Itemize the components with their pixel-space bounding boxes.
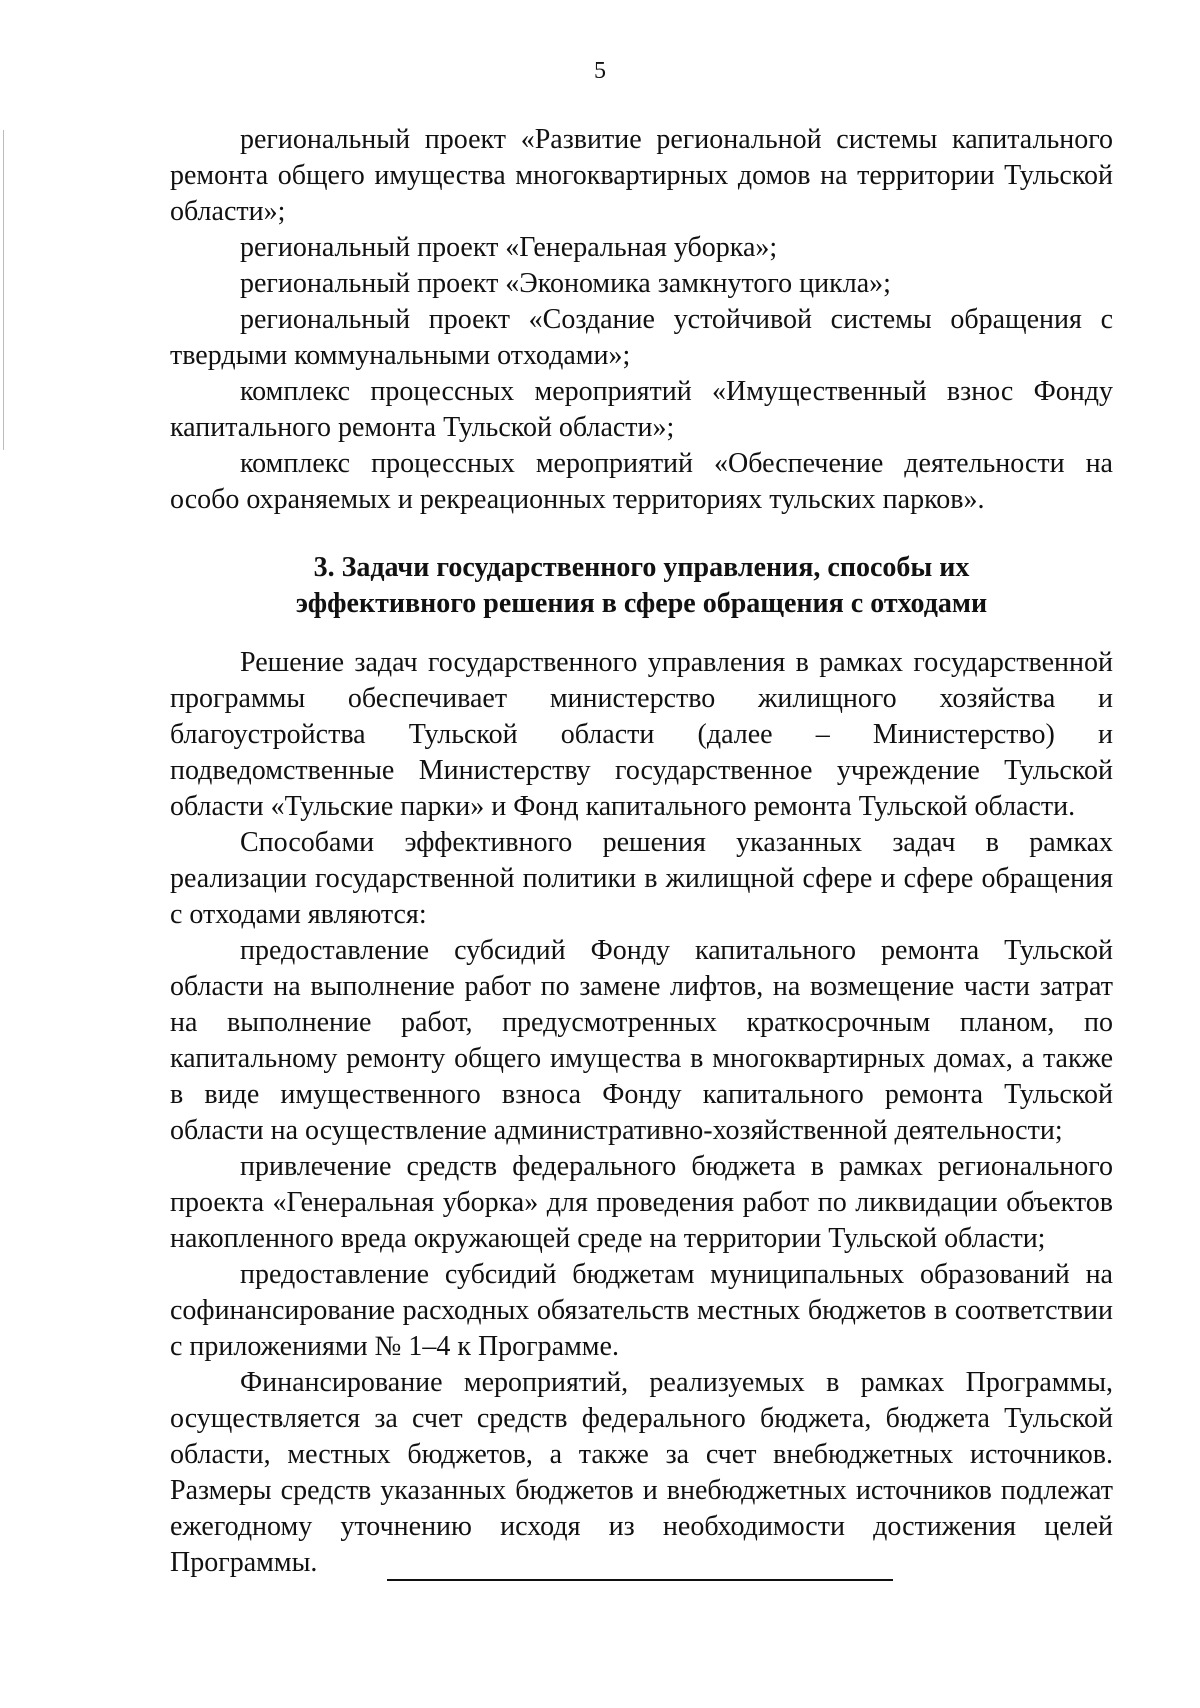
paragraph: предоставление субсидий бюджетам муниципальных образований на софинансирование расходных обязательств местных бюджетов в соответствии с приложениями № 1–4 к Программе. [170,1259,1113,1362]
paragraph: Решение задач государственного управления в рамках государственной программы обеспечивает министерство жилищного хозяйства и благоустройства Тульской области (далее – Министерство) и подведомственные Министерству государственное учреждение Тульской области «Тульские парки» и Фонд капитального ремонта Тульской области. [170,647,1113,822]
section-heading-line: эффективного решения в сфере обращения с отходами [295,588,988,619]
list-item: комплекс процессных мероприятий «Имущественный взнос Фонду капитального ремонта Тульской области»; [170,376,1113,443]
end-of-section-divider [387,1579,893,1581]
section-body [170,645,1113,1581]
section-heading-line: 3. Задачи государственного управления, способы их [313,552,970,583]
list-item: региональный проект «Экономика замкнутого цикла»; [240,268,891,299]
paragraph: Способами эффективного решения указанных задач в рамках реализации государственной политики в жилищной сфере и сфере обращения с отходами являются: [170,827,1113,930]
list-item: региональный проект «Развитие региональной системы капитального ремонта общего имущества многоквартирных домов на территории Тульской области»; [170,124,1113,227]
paragraph: предоставление субсидий Фонду капитального ремонта Тульской области на выполнение работ по замене лифтов, на возмещение части затрат на выполнение работ, предусмотренных краткосрочным планом, по капитальному ремонту общего имущества в многоквартирных домах, а также в виде имущественного взноса Фонду капитального ремонта Тульской области на осуществление административно-хозяйственной деятельности; [170,935,1113,1146]
page-number: 5 [594,58,606,84]
scan-edge-mark [3,130,4,450]
list-item: региональный проект «Создание устойчивой системы обращения с твердыми коммунальными отходами»; [170,304,1113,371]
paragraph: Финансирование мероприятий, реализуемых в рамках Программы, осуществляется за счет средств федерального бюджета, бюджета Тульской области, местных бюджетов, а также за счет внебюджетных источников. Размеры средств указанных бюджетов и внебюджетных источников подлежат ежегодному уточнению исходя из необходимости достижения целей Программы. [170,1367,1113,1578]
paragraph: привлечение средств федерального бюджета в рамках регионального проекта «Генеральная уборка» для проведения работ по ликвидации объектов накопленного вреда окружающей среде на территории Тульской области; [170,1151,1113,1254]
list-item: региональный проект «Генеральная уборка»; [240,232,778,263]
list-item: комплекс процессных мероприятий «Обеспечение деятельности на особо охраняемых и рекреационных территориях тульских парков». [170,448,1113,515]
program-structure-list [170,122,1113,518]
section-heading [170,550,1113,622]
